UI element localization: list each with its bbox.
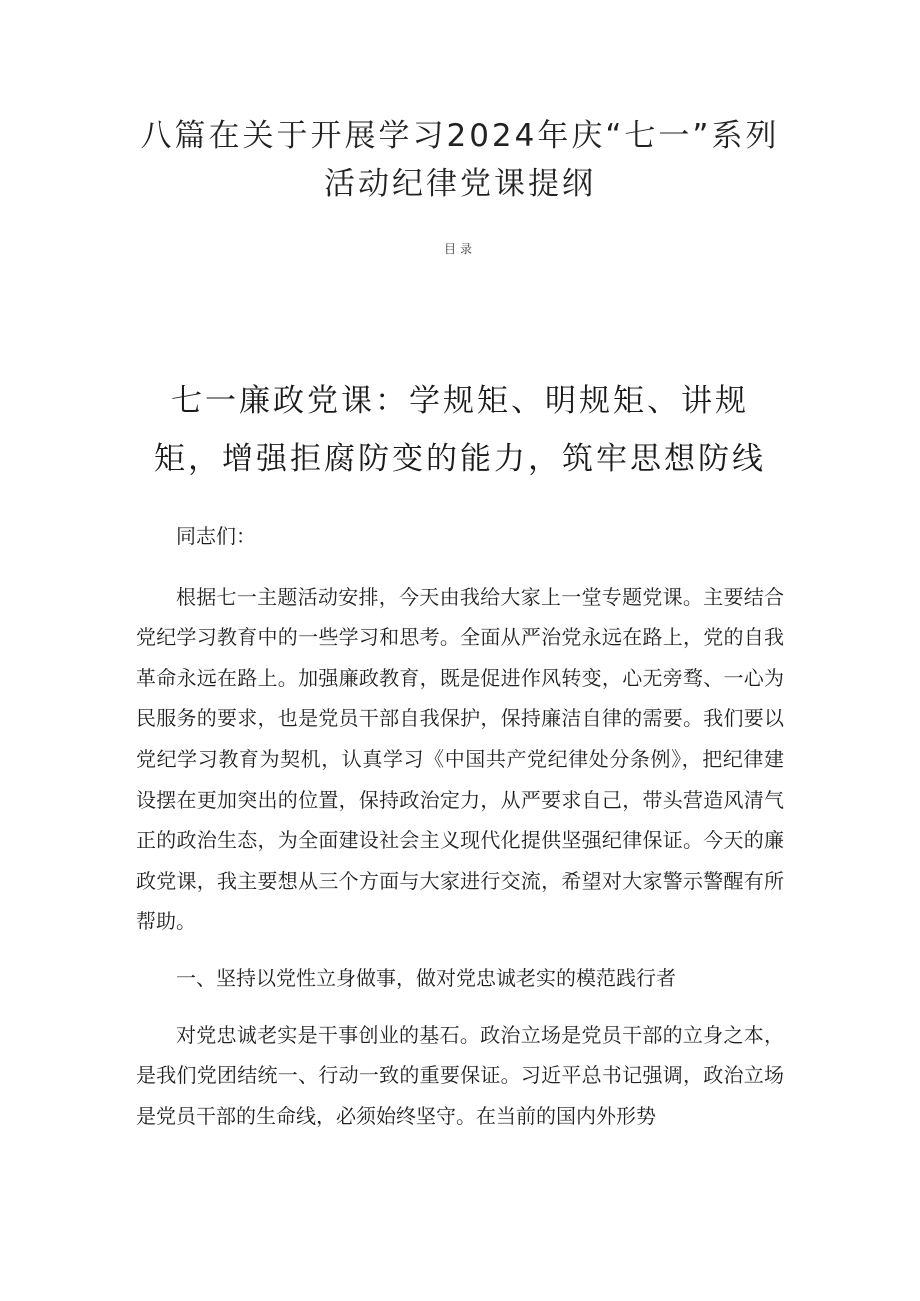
salutation: 同志们： xyxy=(176,524,256,548)
document-title: 八篇在关于开展学习2024年庆“七一”系列活动纪律党课提纲 xyxy=(140,118,780,202)
table-of-contents-label: 目录 xyxy=(443,242,476,256)
body-paragraph: 对党忠诚老实是干事创业的基石。政治立场是党员干部的立身之本，是我们党团结统一、行动一致的重要保证。习近平总书记强调，政治立场是党员干部的生命线，必须始终坚守。在当前的国内外形势 xyxy=(136,1022,784,1128)
document-body xyxy=(136,516,784,1152)
subheading: 一、坚持以党性立身做事，做对党忠诚老实的模范践行者 xyxy=(176,965,676,990)
body-paragraph: 根据七一主题活动安排，今天由我给大家上一堂专题党课。主要结合党纪学习教育中的一些学习和思考。全面从严治党永远在路上，党的自我革命永远在路上。加强廉政教育，既是促进作风转变，心无旁骛、一心为民服务的要求，也是党员干部自我保护，保持廉洁自律的需要。我们要以党纪学习教育为契机，认真学习《中国共产党纪律处分条例》，把纪律建设摆在更加突出的位置，保持政治定力，从严要求自己，带头营造风清气正的政治生态，为全面建设社会主义现代化提供坚强纪律保证。今天的廉政党课，我主要想从三个方面与大家进行交流，希望对大家警示警醒有所帮助。 xyxy=(136,584,784,934)
section-title: 七一廉政党课：学规矩、明规矩、讲规矩，增强拒腐防变的能力，筑牢思想防线 xyxy=(154,383,766,477)
